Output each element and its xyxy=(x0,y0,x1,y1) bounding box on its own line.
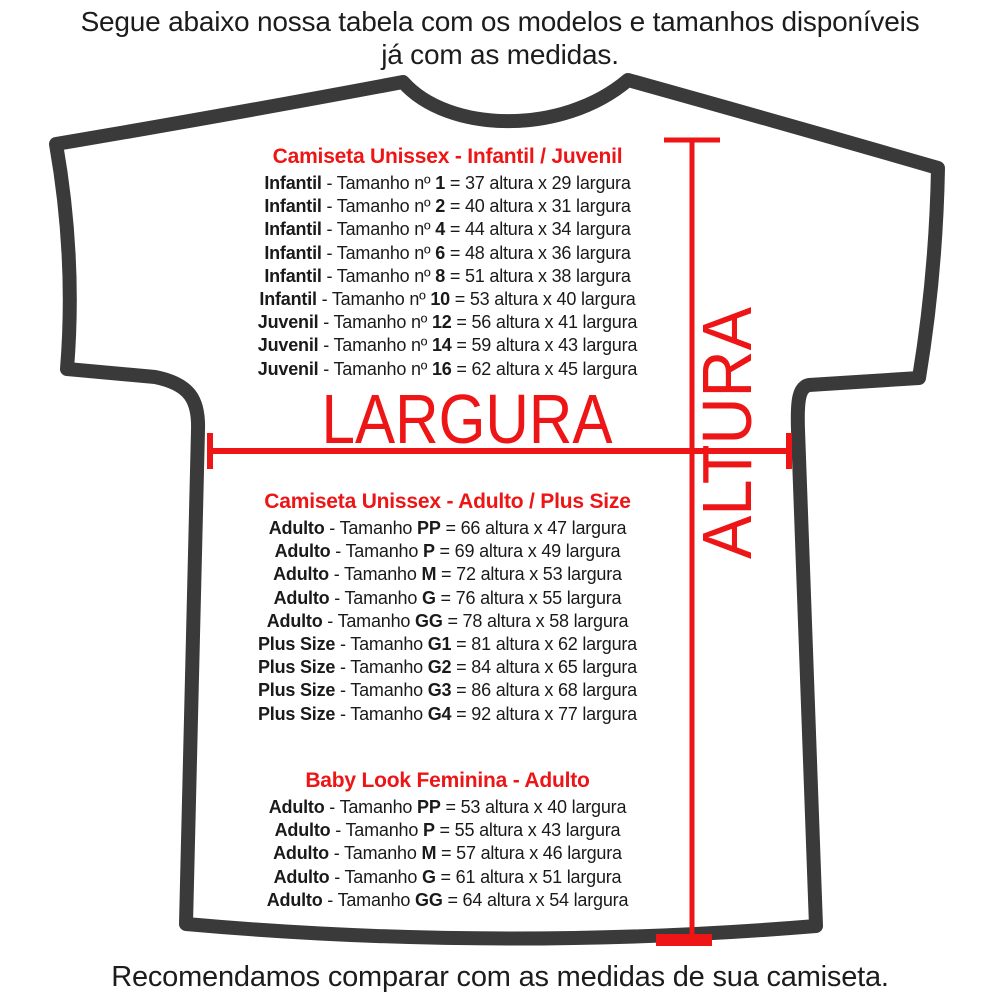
size-row: Plus Size - Tamanho G3 = 86 altura x 68 largura xyxy=(257,680,637,701)
size-row: Adulto - Tamanho M = 57 altura x 46 largura xyxy=(273,843,622,864)
height-label: ALTURA xyxy=(688,306,766,560)
size-row: Adulto - Tamanho GG = 64 altura x 54 largura xyxy=(266,889,629,910)
intro-line-2: já com as medidas. xyxy=(381,39,619,70)
size-row: Infantil - Tamanho nº 4 = 44 altura x 34 largura xyxy=(264,219,631,240)
height-bottom-tick xyxy=(656,934,712,946)
size-row: Adulto - Tamanho PP = 53 altura x 40 largura xyxy=(268,797,627,817)
size-rows xyxy=(205,796,690,912)
section-infantil-juvenil xyxy=(205,144,690,381)
size-row: Juvenil - Tamanho nº 14 = 59 altura x 43 largura xyxy=(257,335,638,356)
size-row: Infantil - Tamanho nº 6 = 48 altura x 36 largura xyxy=(264,242,631,263)
size-row: Infantil - Tamanho nº 2 = 40 altura x 31 largura xyxy=(264,196,631,217)
size-rows xyxy=(205,517,690,726)
section-title: Camiseta Unissex - Infantil / Juvenil xyxy=(272,145,623,168)
size-row: Adulto - Tamanho M = 72 altura x 53 largura xyxy=(273,564,622,585)
outro-text: Recomendamos comparar com as medidas de sua camiseta. xyxy=(111,961,889,993)
size-row: Infantil - Tamanho nº 8 = 51 altura x 38 largura xyxy=(264,265,631,286)
size-row: Juvenil - Tamanho nº 16 = 62 altura x 45 largura xyxy=(257,358,638,379)
size-row: Adulto - Tamanho G = 61 altura x 51 largura xyxy=(273,866,622,887)
intro-text xyxy=(0,5,1000,71)
size-row: Adulto - Tamanho PP = 66 altura x 47 largura xyxy=(268,518,627,538)
size-row: Plus Size - Tamanho G2 = 84 altura x 65 largura xyxy=(257,657,637,678)
size-row: Adulto - Tamanho P = 55 altura x 43 largura xyxy=(274,820,621,841)
intro-line-1: Segue abaixo nossa tabela com os modelos e tamanhos disponíveis xyxy=(80,6,920,37)
size-row: Adulto - Tamanho GG = 78 altura x 58 largura xyxy=(266,610,629,631)
size-row: Plus Size - Tamanho G1 = 81 altura x 62 largura xyxy=(257,634,637,655)
size-row: Plus Size - Tamanho G4 = 92 altura x 77 largura xyxy=(257,703,637,724)
size-row: Adulto - Tamanho G = 76 altura x 55 largura xyxy=(273,587,622,608)
size-row: Infantil - Tamanho nº 1 = 37 altura x 29 largura xyxy=(264,173,631,193)
size-row: Adulto - Tamanho P = 69 altura x 49 largura xyxy=(274,541,621,562)
size-rows xyxy=(205,172,690,381)
section-title: Camiseta Unissex - Adulto / Plus Size xyxy=(264,490,631,513)
section-baby-look xyxy=(205,768,690,912)
width-label: LARGURA xyxy=(321,380,613,458)
section-title: Baby Look Feminina - Adulto xyxy=(305,769,590,792)
size-row: Juvenil - Tamanho nº 12 = 56 altura x 41 largura xyxy=(257,312,638,333)
size-row: Infantil - Tamanho nº 10 = 53 altura x 40 largura xyxy=(259,289,636,310)
section-adulto-plus-size xyxy=(205,489,690,726)
